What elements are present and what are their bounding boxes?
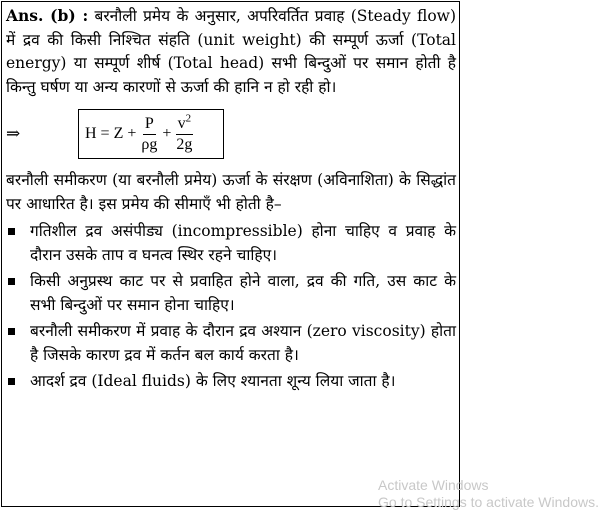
activate-windows-watermark xyxy=(378,477,599,511)
list-item-text: बरनौली समीकरण में प्रवाह के दौरान द्रव अश्यान (zero viscosity) होता है जिसके कारण द्रव में कर्तन बल कार्य करता है। xyxy=(30,322,456,364)
answer-intro-text: बरनौली प्रमेय के अनुसार, अपरिवर्तित प्रवाह (Steady flow) में द्रव की किसी निश्चित संहति (unit weight) की सम्पूर्ण ऊर्जा (Total energy) या सम्पूर्ण शीर्ष (Total head) सभी बिन्दुओं पर समान होती है किन्तु घर्षण या अन्य कारणों से ऊर्जा की हानि न हो रही हो। xyxy=(6,7,456,96)
velocity-head-fraction xyxy=(174,114,194,155)
limitations-list xyxy=(6,220,456,394)
fraction-denominator: 2g xyxy=(176,135,193,153)
list-item xyxy=(6,320,456,367)
list-item-text: किसी अनुप्रस्थ काट पर से प्रवाहित होने वाला, द्रव की गति, उस काट के सभी बिन्दुओं पर समान होना चाहिए। xyxy=(30,272,456,314)
velocity-exponent: 2 xyxy=(185,112,192,125)
answer-intro xyxy=(6,4,456,99)
body-paragraph: बरनौली समीकरण (या बरनौली प्रमेय) ऊर्जा के संरक्षण (अविनाशिता) के सिद्धांत पर आधारित है। इस प्रमेय की सीमाएँ भी होती है– xyxy=(6,171,456,213)
answer-label: Ans. (b) : xyxy=(6,6,89,25)
list-item xyxy=(6,220,456,267)
velocity-symbol: v xyxy=(177,114,186,132)
formula-plus: + xyxy=(162,125,172,143)
watermark-line1: Activate Windows xyxy=(378,477,489,493)
fraction-numerator xyxy=(176,114,194,135)
list-item xyxy=(6,270,456,317)
bullet-icon xyxy=(8,228,15,235)
formula-lhs: H = Z + xyxy=(85,125,137,143)
list-item-text: गतिशील द्रव असंपीड्य (incompressible) होना चाहिए व प्रवाह के दौरान उसके ताप व घनत्व स्थिर रहने चाहिए। xyxy=(30,222,456,264)
bullet-icon xyxy=(8,378,15,385)
formula-row xyxy=(6,107,456,163)
fraction-denominator: ρg xyxy=(141,135,158,153)
pressure-head-fraction xyxy=(139,114,159,155)
watermark-line2: Go to Settings to activate Windows. xyxy=(378,494,599,510)
fraction-numerator: P xyxy=(143,114,156,135)
bernoulli-formula xyxy=(78,109,224,159)
bullet-icon xyxy=(8,278,15,285)
list-item xyxy=(6,370,456,394)
implies-arrow: ⇒ xyxy=(6,124,21,144)
answer-content xyxy=(6,4,456,397)
list-item-text: आदर्श द्रव (Ideal fluids) के लिए श्यानता शून्य लिया जाता है। xyxy=(30,372,396,390)
bullet-icon xyxy=(8,328,15,335)
